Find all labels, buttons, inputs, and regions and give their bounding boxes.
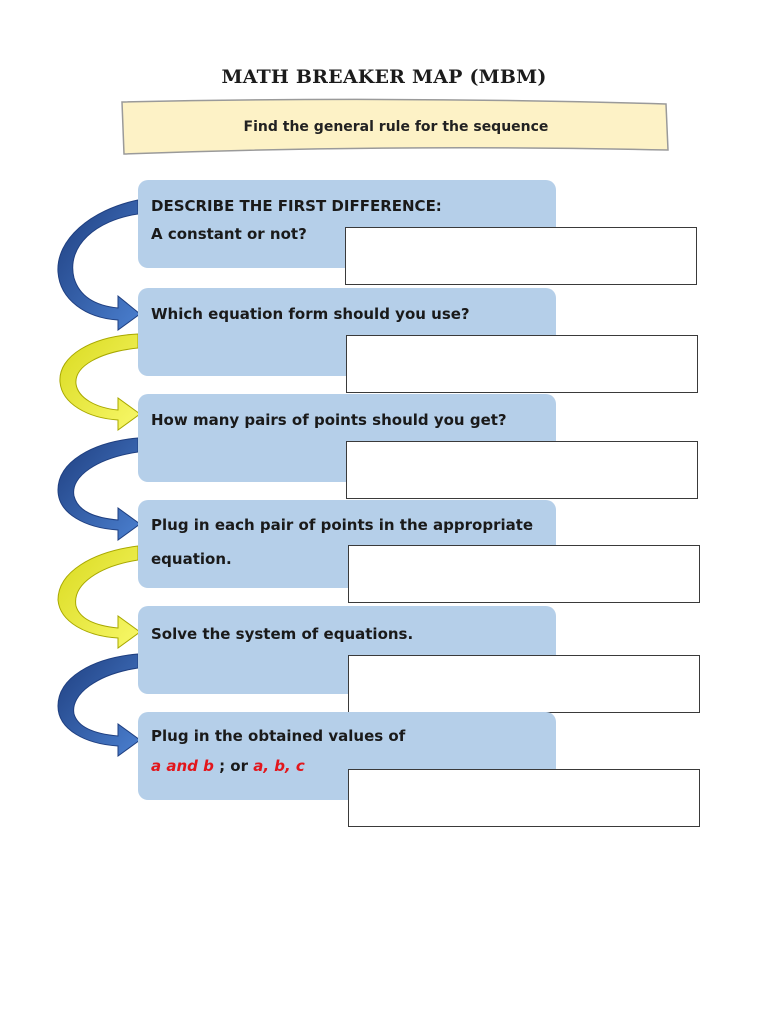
red-variables-ab: a and b (151, 757, 214, 775)
red-variables-abc: a, b, c (253, 757, 305, 775)
banner-instruction: Find the general rule for the sequence (243, 119, 549, 135)
answer-box-3[interactable] (346, 441, 698, 499)
answer-box-4[interactable] (348, 545, 700, 603)
step-5-text (151, 622, 561, 646)
curved-arrow-icon (58, 200, 140, 330)
curved-arrow-icon (58, 654, 140, 756)
answer-box-5[interactable] (348, 655, 700, 713)
answer-box-1[interactable] (345, 227, 697, 285)
step-5-line1: Solve the system of equations. (151, 625, 414, 643)
answer-box-6[interactable] (348, 769, 700, 827)
step-1-line2: A constant or not? (151, 225, 307, 243)
step-1-line1: DESCRIBE THE FIRST DIFFERENCE: (151, 197, 442, 215)
step-2-line1: Which equation form should you use? (151, 305, 470, 323)
step-3-line1: How many pairs of points should you get? (151, 411, 507, 429)
step-4-line2: equation. (151, 550, 232, 568)
curved-arrow-icon (58, 438, 140, 540)
answer-box-2[interactable] (346, 335, 698, 393)
step-3-text (151, 408, 561, 432)
step-6-line1: Plug in the obtained values of (151, 727, 406, 745)
curved-arrow-icon (60, 334, 140, 430)
separator-text: ; or (213, 757, 254, 775)
curved-arrow-icon (58, 546, 140, 648)
page-title: MATH BREAKER MAP (MBM) (221, 66, 547, 88)
step-2-text (151, 302, 561, 326)
step-4-line1: Plug in each pair of points in the appropriate (151, 516, 534, 534)
